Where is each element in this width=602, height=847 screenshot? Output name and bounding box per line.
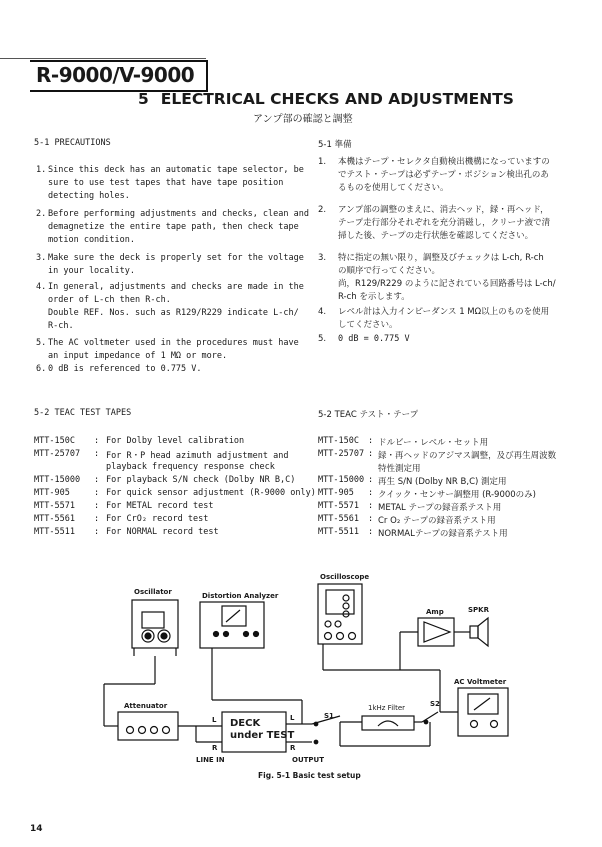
precautions-list-en: 1. Since this deck has an automatic tape selector, be sure to use test tapes that have tape position detecting holes. 2. Before performing adjustments and checks, clean and demagnetize the entire tape path, then check tape motion condition. 3. Make sure the deck is properly set for the voltage in your locality. 4. In general, adjustments and checks are made in the order of L-ch then R-ch. Double REF. Nos. such as R129/R229 indicate L-ch/ R-ch. 5. The AC voltmeter used in the procedures must have an input impedance of 1 MΩ or more. 6. 0 dB is referenced to 0.775 V. (36, 165, 309, 374)
test-tapes-table-en: MTT-150C : For Dolby level calibration MTT-25707 : For R・P head azimuth adjustment and playback frequency response check MTT-15000 : For playback S/N check (Dolby NR B,C) MTT-905 : For quick sensor adjustment (R-9000 only) MTT-5571 : For METAL record test MTT-5561 : For CrO₂ record test MTT-5511 : For NORMAL record test (34, 436, 316, 537)
test-tapes-table-jp: MTT-150C : ドルビー・レベル・セット用 MTT-25707 : 録・再ヘッドのアジマス調整，及び再生周波数 特性測定用 MTT-15000 : 再生 S/N (Dolby NR B,C) 測定用 MTT-905 : クイック・センサー調整用 (R-9000のみ) MTT-5571 : METAL テープの録音系テスト用 MTT-5561 : Cr O₂ テープの録音系テスト用 MTT-5511 : NORMALテープの録音系テスト用 (318, 436, 557, 539)
speaker-unit (470, 618, 488, 646)
amp-label: Amp (426, 608, 444, 616)
ac-voltmeter-unit (458, 688, 508, 736)
amp-unit (418, 618, 454, 646)
ac-voltmeter-label: AC Voltmeter (454, 678, 507, 686)
filter-unit (362, 716, 414, 730)
precautions-heading-jp: 5-1 準備 (318, 140, 352, 150)
precautions-heading-en: 5-1 PRECAUTIONS (34, 138, 111, 148)
section-title: ELECTRICAL CHECKS AND ADJUSTMENTS (160, 90, 514, 108)
s1-label: S1 (324, 712, 334, 720)
test-tapes-heading-en: 5-2 TEAC TEST TAPES (34, 408, 132, 418)
deck-label: DECK under TEST (230, 718, 295, 741)
model-title: R-9000/V-9000 (36, 63, 195, 87)
attenuator-label: Attenuator (124, 702, 168, 710)
distortion-analyzer-unit (200, 602, 264, 648)
precautions-list-jp: 1. 本機はテープ・セレクタ自動検出機構になっていますの でテスト・テープは必ずテープ・ポジション検出孔のあ るものを使用してください。 2. アンプ部の調整のまえに、消去ヘッド，録・再ヘッド， テープ走行部分それぞれを充分消磁し，クリーナ液で清 掃した後、テープの走行状態を確認してください。 3. 特に指定の無い限り，調整及びチェックは L-ch, R-ch の順序で行ってください。 尚，R129/R229 のように記されている回路番号は L-ch/ R-ch を示します。 4. レベル計は入力インピーダンス 1 MΩ以上のものを使用 してください。 5. 0 dB = 0.775 V (318, 157, 556, 344)
s2-label: S2 (430, 700, 440, 708)
filter-label: 1kHz Filter (368, 704, 406, 712)
distortion-analyzer-label: Distortion Analyzer (202, 592, 279, 600)
speaker-label: SPKR (468, 606, 489, 614)
oscilloscope-label: Oscilloscope (320, 573, 370, 581)
deck-r-in-label: R (212, 744, 218, 752)
oscillator-label: Oscillator (134, 588, 172, 596)
line-in-label: LINE IN (196, 756, 225, 764)
oscillator-unit (132, 600, 178, 656)
oscilloscope-unit (318, 584, 362, 644)
deck-l-in-label: L (212, 716, 217, 724)
attenuator-unit (118, 712, 178, 740)
deck-r-out-label: R (290, 744, 296, 752)
section-title-jp: アンプ部の確認と調整 (253, 114, 353, 125)
deck-l-out-label: L (290, 714, 295, 722)
section-number: 5 (138, 90, 149, 108)
figure-caption: Fig. 5-1 Basic test setup (258, 771, 361, 780)
page-number: 14 (30, 824, 43, 834)
test-tapes-heading-jp: 5-2 TEAC テスト・テープ (318, 410, 419, 420)
output-label: OUTPUT (292, 756, 324, 764)
